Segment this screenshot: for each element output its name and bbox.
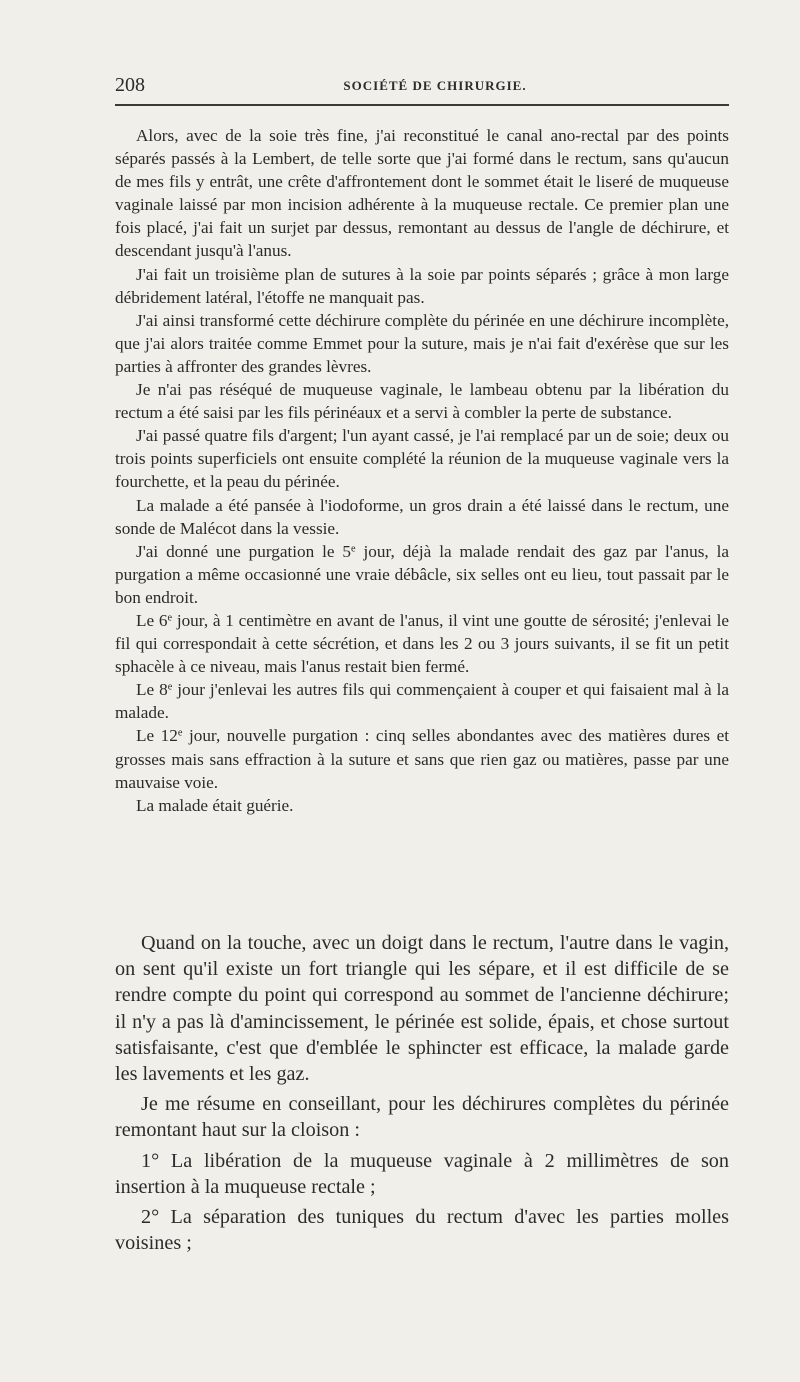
paragraph: La malade a été pansée à l'iodoforme, un gros drain a été laissé dans le rectum, une sonde de Malécot dans la vessie. xyxy=(115,495,729,538)
paragraph: J'ai ainsi transformé cette déchirure complète du périnée en une déchirure incomplète, que j'ai alors traitée comme Emmet pour la suture, mais je n'ai fait d'exérèse que sur les parties à affronter des grandes lèvres. xyxy=(115,310,729,376)
header-rule xyxy=(115,104,729,106)
paragraph: Quand on la touche, avec un doigt dans le rectum, l'autre dans le vagin, on sent qu'il existe un fort triangle qui les sépare, et il est difficile de se rendre compte du point qui correspond au sommet de l'ancienne déchirure; il n'y a pas là d'amincissement, le périnée est solide, épais, et chose surtout satisfaisante, c'est que d'emblée le sphincter est efficace, la malade garde les lavements et les gaz. xyxy=(115,932,729,1086)
text: jour j'enlevai les autres fils qui commençaient à couper et qui faisaient mal à la malade. xyxy=(115,680,729,723)
paragraph xyxy=(115,724,729,793)
paragraph: Je me résume en conseillant, pour les déchirures complètes du périnée remontant haut sur la cloison : xyxy=(115,1093,729,1142)
paragraph: 1° La libération de la muqueuse vaginale à 2 millimètres de son insertion à la muqueuse rectale ; xyxy=(115,1149,729,1198)
text: Le 6 xyxy=(136,610,168,630)
paragraph xyxy=(115,678,729,724)
paragraph: Je n'ai pas réséqué de muqueuse vaginale, le lambeau obtenu par la libération du rectum a été saisi par les fils périnéaux et a servi à combler la perte de substance. xyxy=(115,380,729,423)
ordinal-sup: e xyxy=(177,727,183,739)
case-report-text xyxy=(115,124,729,817)
text: Le 12 xyxy=(136,726,178,746)
paragraph xyxy=(115,540,729,609)
text: J'ai donné une purgation le 5 xyxy=(136,541,352,561)
page-header xyxy=(115,74,729,102)
text: jour, déjà la malade rendait des gaz par l'anus, la purgation a même occasionné une vraie débâcle, six selles ont eu lieu, tout passait par le bon endroit. xyxy=(115,541,729,607)
page-number: 208 xyxy=(115,74,145,96)
text: jour, nouvelle purgation : cinq selles abondantes avec des matières dures et grosses mais sans effraction à la suture et sans que rien gaz ou matières, passe par une mauvaise voie. xyxy=(115,726,729,792)
paragraph: J'ai fait un troisième plan de sutures à la soie par points séparés ; grâce à mon large débridement latéral, l'étoffe ne manquait pas. xyxy=(115,264,729,307)
ordinal-sup: e xyxy=(167,681,173,693)
paragraph: Alors, avec de la soie très fine, j'ai reconstitué le canal ano-rectal par des points séparés passés à la Lembert, de telle sorte que j'ai formé dans le rectum, sans qu'aucun de mes fils y entrât, une crête d'affrontement dont le sommet était le liseré de muqueuse vaginale laissé par mon incision adhérente à la muqueuse rectale. Ce premier plan une fois placé, j'ai fait un surjet par dessus, remontant au dessus de l'angle de déchirure, et descendant jusqu'à l'anus. xyxy=(115,126,729,261)
paragraph xyxy=(115,609,729,678)
ordinal-sup: e xyxy=(351,543,356,555)
running-title: SOCIÉTÉ DE CHIRURGIE. xyxy=(343,78,527,93)
text: jour, à 1 centimètre en avant de l'anus, il vint une goutte de sérosité; j'enlevai le fil qui correspondait à cette sécrétion, et dans les 2 ou 3 jours suivants, il se fit un petit sphacèle à ce niveau, mais l'anus restait bien fermé. xyxy=(115,610,729,677)
text: Le 8 xyxy=(136,680,168,700)
paragraph: 2° La séparation des tuniques du rectum d'avec les parties molles voisines ; xyxy=(115,1206,729,1255)
paragraph: J'ai passé quatre fils d'argent; l'un ayant cassé, je l'ai remplacé par un de soie; deux ou trois points superficiels ont ensuite complété la réunion de la muqueuse vaginale vers la fourchette, et la peau du périnée. xyxy=(115,426,729,492)
discussion-text xyxy=(115,930,729,1256)
paragraph: La malade était guérie. xyxy=(136,795,294,815)
ordinal-sup: e xyxy=(167,612,173,624)
